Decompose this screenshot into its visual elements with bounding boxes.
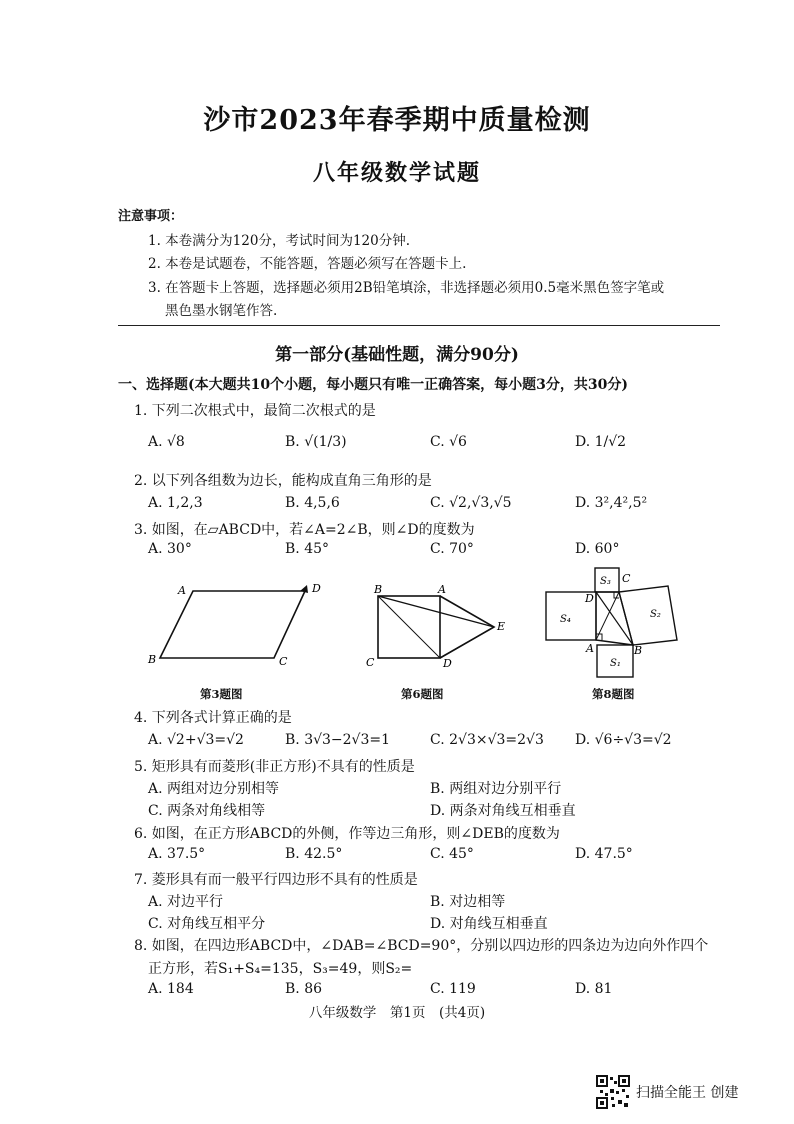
question-stem: 1. 下列二次根式中，最简二次根式的是: [134, 403, 376, 419]
area-label: S₄: [560, 614, 571, 625]
question-stem: 8. 如图，在四边形ABCD中，∠DAB=∠BCD=90°，分别以四边形的四条边为边向外作四个: [134, 938, 709, 954]
option-d: D. 1/√2: [575, 434, 627, 450]
question-stem-continued: 正方形，若S₁+S₄=135，S₃=49，则S₂=: [148, 961, 413, 977]
vertex-label: A: [178, 584, 186, 597]
figure-caption: 第8题图: [592, 687, 635, 701]
question-stem: 5. 矩形具有而菱形(非正方形)不具有的性质是: [134, 759, 415, 775]
option-b: B. √(1/3): [285, 434, 347, 450]
page-footer: 八年级数学 第1页 (共4页): [308, 1005, 486, 1021]
option-a: A. 两组对边分别相等: [148, 781, 280, 797]
option-b: B. 42.5°: [285, 846, 343, 862]
qr-code-icon: [596, 1075, 630, 1109]
vertex-label: B: [148, 653, 157, 666]
option-c: C. √2,√3,√5: [430, 495, 512, 511]
vertex-label: C: [366, 656, 375, 669]
exam-title: 沙市2023年春季期中质量检测: [203, 105, 591, 136]
figure-caption: 第6题图: [401, 687, 444, 701]
area-label: S₁: [610, 658, 621, 669]
question-stem: 3. 如图，在▱ABCD中，若∠A=2∠B，则∠D的度数为: [134, 522, 475, 538]
option-d: D. 对角线互相垂直: [430, 916, 548, 932]
area-label: S₃: [600, 576, 611, 587]
part-title: 第一部分(基础性题，满分90分): [275, 345, 519, 365]
question-stem: 4. 下列各式计算正确的是: [134, 710, 292, 726]
divider-line: [118, 325, 720, 326]
exam-subtitle: 八年级数学试题: [312, 160, 481, 186]
figure-q8-quad-squares: [540, 562, 700, 682]
option-a: A. 184: [148, 981, 194, 997]
option-c: C. 对角线互相平分: [148, 916, 266, 932]
option-c: C. 2√3×√3=2√3: [430, 732, 544, 748]
option-c: C. 两条对角线相等: [148, 803, 266, 819]
option-a: A. √8: [148, 434, 185, 450]
vertex-label: D: [585, 592, 594, 605]
figure-q6-square-triangle: [362, 580, 522, 680]
option-c: C. 119: [430, 981, 476, 997]
note-item: 1. 本卷满分为120分，考试时间为120分钟.: [148, 233, 410, 249]
vertex-label: C: [622, 572, 631, 585]
scanner-watermark-text: 扫描全能王 创建: [636, 1085, 739, 1101]
option-b: B. 两组对边分别平行: [430, 781, 562, 797]
vertex-label: A: [586, 642, 594, 655]
option-d: D. 两条对角线互相垂直: [430, 803, 576, 819]
note-item: 3. 在答题卡上答题，选择题必须用2B铅笔填涂，非选择题必须用0.5毫米黑色签字笔或: [148, 280, 665, 296]
vertex-label: B: [374, 583, 383, 596]
option-b: B. 3√3−2√3=1: [285, 732, 391, 748]
option-b: B. 4,5,6: [285, 495, 340, 511]
option-d: D. √6÷√3=√2: [575, 732, 672, 748]
option-a: A. √2+√3=√2: [148, 732, 244, 748]
option-a: A. 37.5°: [148, 846, 206, 862]
question-stem: 7. 菱形具有而一般平行四边形不具有的性质是: [134, 872, 418, 888]
option-b: B. 45°: [285, 541, 330, 557]
question-stem: 2. 以下列各组数为边长，能构成直角三角形的是: [134, 473, 432, 489]
note-item: 2. 本卷是试题卷，不能答题，答题必须写在答题卡上.: [148, 256, 467, 272]
option-a: A. 1,2,3: [148, 495, 203, 511]
option-c: C. 70°: [430, 541, 474, 557]
notes-heading: 注意事项：: [118, 209, 184, 224]
option-a: A. 对边平行: [148, 894, 224, 910]
vertex-label: E: [497, 620, 506, 633]
vertex-label: B: [634, 644, 643, 657]
option-d: D. 3²,4²,5²: [575, 495, 648, 511]
option-b: B. 对边相等: [430, 894, 506, 910]
option-d: D. 81: [575, 981, 613, 997]
option-d: D. 47.5°: [575, 846, 633, 862]
figure-caption: 第3题图: [200, 687, 243, 701]
area-label: S₂: [650, 609, 661, 620]
option-a: A. 30°: [148, 541, 192, 557]
option-d: D. 60°: [575, 541, 620, 557]
vertex-label: C: [279, 655, 288, 668]
vertex-label: D: [312, 582, 321, 595]
option-b: B. 86: [285, 981, 323, 997]
note-item: 黑色墨水钢笔作答.: [165, 303, 278, 319]
option-c: C. 45°: [430, 846, 474, 862]
option-c: C. √6: [430, 434, 467, 450]
vertex-label: D: [443, 657, 452, 670]
section-title: 一、选择题(本大题共10个小题，每小题只有唯一正确答案，每小题3分，共30分): [118, 377, 628, 393]
question-stem: 6. 如图，在正方形ABCD的外侧，作等边三角形，则∠DEB的度数为: [134, 826, 560, 842]
vertex-label: A: [438, 583, 446, 596]
figure-q3-parallelogram: [140, 575, 340, 675]
